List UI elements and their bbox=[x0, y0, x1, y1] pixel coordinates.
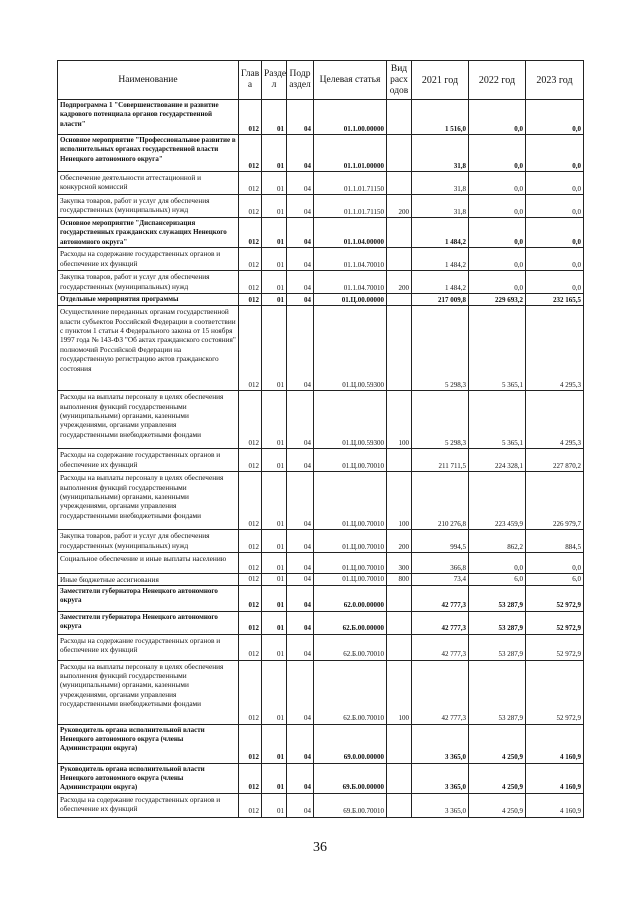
row-value-2021: 3 365,0 bbox=[412, 763, 469, 793]
row-name: Расходы на содержание государственных органов и обеспечение их функций bbox=[58, 248, 239, 271]
row-expense-type bbox=[387, 449, 412, 472]
header-name: Наименование bbox=[58, 61, 239, 100]
row-target-article: 01.Ц.00.70010 bbox=[314, 530, 387, 553]
row-glava: 012 bbox=[239, 294, 262, 306]
row-target-article: 62.0.00.00000 bbox=[314, 585, 387, 611]
row-podrazdel: 04 bbox=[287, 100, 314, 135]
row-glava: 012 bbox=[239, 271, 262, 294]
row-name: Подпрограмма 1 "Совершенствование и развитие кадрового потенциала органов государственной власти" bbox=[58, 100, 239, 135]
row-podrazdel: 04 bbox=[287, 530, 314, 553]
row-value-2023: 0,0 bbox=[526, 135, 584, 172]
row-name: Обеспечение деятельности аттестационной и конкурсной комиссий bbox=[58, 172, 239, 195]
row-value-2021: 217 009,8 bbox=[412, 294, 469, 306]
row-value-2023: 0,0 bbox=[526, 271, 584, 294]
row-podrazdel: 04 bbox=[287, 218, 314, 248]
row-podrazdel: 04 bbox=[287, 634, 314, 660]
row-value-2021: 3 365,0 bbox=[412, 724, 469, 763]
row-glava: 012 bbox=[239, 611, 262, 634]
row-target-article: 62.Б.00.70010 bbox=[314, 634, 387, 660]
row-expense-type: 200 bbox=[387, 271, 412, 294]
row-value-2021: 42 777,3 bbox=[412, 634, 469, 660]
table-row bbox=[58, 793, 584, 817]
row-podrazdel: 04 bbox=[287, 449, 314, 472]
row-podrazdel: 04 bbox=[287, 391, 314, 449]
row-target-article: 69.0.00.00000 bbox=[314, 724, 387, 763]
row-razdel: 01 bbox=[262, 763, 287, 793]
row-name: Социальное обеспечение и иные выплаты населению bbox=[58, 553, 239, 574]
row-name: Закупка товаров, работ и услуг для обеспечения государственных (муниципальных) нужд bbox=[58, 195, 239, 218]
row-target-article: 01.1.01.71150 bbox=[314, 172, 387, 195]
row-target-article: 01.1.01.71150 bbox=[314, 195, 387, 218]
table-row bbox=[58, 306, 584, 391]
table-row bbox=[58, 195, 584, 218]
page-number: 36 bbox=[313, 840, 327, 855]
row-podrazdel: 04 bbox=[287, 793, 314, 817]
row-razdel: 01 bbox=[262, 172, 287, 195]
row-name: Расходы на содержание государственных органов и обеспечение их функций bbox=[58, 793, 239, 817]
row-name: Руководитель органа исполнительной власти Ненецкого автономного округа (члены Администрации округа) bbox=[58, 763, 239, 793]
header-year-2023: 2023 год bbox=[526, 61, 584, 100]
row-expense-type: 100 bbox=[387, 660, 412, 724]
row-razdel: 01 bbox=[262, 306, 287, 391]
row-value-2023: 884,5 bbox=[526, 530, 584, 553]
row-expense-type bbox=[387, 763, 412, 793]
row-value-2022: 53 287,9 bbox=[469, 585, 526, 611]
row-razdel: 01 bbox=[262, 793, 287, 817]
row-glava: 012 bbox=[239, 218, 262, 248]
row-name: Расходы на содержание государственных органов и обеспечение их функций bbox=[58, 634, 239, 660]
row-podrazdel: 04 bbox=[287, 472, 314, 530]
row-value-2021: 3 365,0 bbox=[412, 793, 469, 817]
row-expense-type bbox=[387, 248, 412, 271]
row-value-2022: 53 287,9 bbox=[469, 634, 526, 660]
row-name: Расходы на содержание государственных органов и обеспечение их функций bbox=[58, 449, 239, 472]
row-razdel: 01 bbox=[262, 634, 287, 660]
table-row bbox=[58, 724, 584, 763]
row-glava: 012 bbox=[239, 135, 262, 172]
row-value-2021: 5 298,3 bbox=[412, 306, 469, 391]
row-target-article: 01.Ц.00.70010 bbox=[314, 449, 387, 472]
row-name: Закупка товаров, работ и услуг для обеспечения государственных (муниципальных) нужд bbox=[58, 530, 239, 553]
row-razdel: 01 bbox=[262, 660, 287, 724]
row-value-2021: 1 516,0 bbox=[412, 100, 469, 135]
row-podrazdel: 04 bbox=[287, 611, 314, 634]
row-podrazdel: 04 bbox=[287, 271, 314, 294]
row-target-article: 01.1.00.00000 bbox=[314, 100, 387, 135]
header-target-article: Целевая статья bbox=[314, 61, 387, 100]
row-value-2023: 6,0 bbox=[526, 574, 584, 585]
row-glava: 012 bbox=[239, 530, 262, 553]
row-expense-type bbox=[387, 634, 412, 660]
row-podrazdel: 04 bbox=[287, 553, 314, 574]
row-razdel: 01 bbox=[262, 553, 287, 574]
row-target-article: 01.1.04.00000 bbox=[314, 218, 387, 248]
row-value-2021: 1 484,2 bbox=[412, 271, 469, 294]
row-glava: 012 bbox=[239, 724, 262, 763]
row-razdel: 01 bbox=[262, 271, 287, 294]
table-row bbox=[58, 248, 584, 271]
row-podrazdel: 04 bbox=[287, 294, 314, 306]
row-razdel: 01 bbox=[262, 294, 287, 306]
table-row bbox=[58, 611, 584, 634]
row-value-2023: 4 295,3 bbox=[526, 391, 584, 449]
row-value-2022: 0,0 bbox=[469, 195, 526, 218]
row-value-2021: 5 298,3 bbox=[412, 391, 469, 449]
row-name: Осуществление переданных органам государственной власти субъектов Российской Федерации в соответствии с пунктом 1 статьи 4 Федерального закона от 15 ноября 1997 года № 143-ФЗ "Об актах гражданского состояния" полномочий Российской Федерации на государственную регистрацию актов гражданского состояния bbox=[58, 306, 239, 391]
table-row bbox=[58, 391, 584, 449]
row-value-2023: 52 972,9 bbox=[526, 634, 584, 660]
row-value-2022: 224 328,1 bbox=[469, 449, 526, 472]
row-value-2022: 0,0 bbox=[469, 172, 526, 195]
row-value-2023: 4 160,9 bbox=[526, 763, 584, 793]
row-razdel: 01 bbox=[262, 585, 287, 611]
row-razdel: 01 bbox=[262, 530, 287, 553]
row-target-article: 01.Ц.00.00000 bbox=[314, 294, 387, 306]
row-value-2021: 1 484,2 bbox=[412, 218, 469, 248]
row-glava: 012 bbox=[239, 634, 262, 660]
row-expense-type bbox=[387, 172, 412, 195]
row-razdel: 01 bbox=[262, 195, 287, 218]
row-value-2021: 210 276,8 bbox=[412, 472, 469, 530]
row-value-2023: 232 165,5 bbox=[526, 294, 584, 306]
header-expense-type: Вид расх одов bbox=[387, 61, 412, 100]
row-name: Отдельные мероприятия программы bbox=[58, 294, 239, 306]
row-podrazdel: 04 bbox=[287, 306, 314, 391]
row-value-2022: 53 287,9 bbox=[469, 660, 526, 724]
row-razdel: 01 bbox=[262, 472, 287, 530]
row-expense-type bbox=[387, 306, 412, 391]
table-row bbox=[58, 100, 584, 135]
row-glava: 012 bbox=[239, 553, 262, 574]
row-value-2022: 229 693,2 bbox=[469, 294, 526, 306]
row-name: Расходы на выплаты персоналу в целях обеспечения выполнения функций государственными (муниципальными) органами, казенными учреждениями, органами управления государственными внебюджетными фондами bbox=[58, 472, 239, 530]
row-value-2021: 31,8 bbox=[412, 195, 469, 218]
row-razdel: 01 bbox=[262, 218, 287, 248]
row-razdel: 01 bbox=[262, 449, 287, 472]
row-expense-type: 200 bbox=[387, 195, 412, 218]
row-value-2023: 227 870,2 bbox=[526, 449, 584, 472]
row-value-2021: 211 711,5 bbox=[412, 449, 469, 472]
row-value-2022: 862,2 bbox=[469, 530, 526, 553]
row-value-2023: 0,0 bbox=[526, 100, 584, 135]
row-expense-type bbox=[387, 793, 412, 817]
row-target-article: 01.Ц.00.59300 bbox=[314, 391, 387, 449]
table-row bbox=[58, 472, 584, 530]
row-value-2023: 52 972,9 bbox=[526, 585, 584, 611]
row-value-2023: 0,0 bbox=[526, 218, 584, 248]
row-expense-type bbox=[387, 724, 412, 763]
row-value-2023: 4 160,9 bbox=[526, 724, 584, 763]
budget-table bbox=[57, 60, 584, 818]
row-value-2022: 0,0 bbox=[469, 135, 526, 172]
row-razdel: 01 bbox=[262, 724, 287, 763]
row-glava: 012 bbox=[239, 574, 262, 585]
row-name: Основное мероприятие "Диспансеризация государственных гражданских служащих Ненецкого автономного округа" bbox=[58, 218, 239, 248]
row-value-2023: 0,0 bbox=[526, 195, 584, 218]
header-glava: Глав а bbox=[239, 61, 262, 100]
header-year-2021: 2021 год bbox=[412, 61, 469, 100]
row-name: Иные бюджетные ассигнования bbox=[58, 574, 239, 585]
table-row bbox=[58, 271, 584, 294]
row-razdel: 01 bbox=[262, 248, 287, 271]
row-value-2021: 1 484,2 bbox=[412, 248, 469, 271]
row-podrazdel: 04 bbox=[287, 574, 314, 585]
row-value-2022: 4 250,9 bbox=[469, 763, 526, 793]
row-value-2023: 52 972,9 bbox=[526, 611, 584, 634]
row-value-2023: 0,0 bbox=[526, 172, 584, 195]
row-target-article: 69.Б.00.00000 bbox=[314, 763, 387, 793]
table-row bbox=[58, 172, 584, 195]
row-name: Закупка товаров, работ и услуг для обеспечения государственных (муниципальных) нужд bbox=[58, 271, 239, 294]
row-target-article: 01.1.01.00000 bbox=[314, 135, 387, 172]
row-name: Расходы на выплаты персоналу в целях обеспечения выполнения функций государственными (муниципальными) органами, казенными учреждениями, органами управления государственными внебюджетными фондами bbox=[58, 660, 239, 724]
row-target-article: 69.Б.00.70010 bbox=[314, 793, 387, 817]
row-target-article: 01.Ц.00.70010 bbox=[314, 472, 387, 530]
row-glava: 012 bbox=[239, 472, 262, 530]
row-podrazdel: 04 bbox=[287, 135, 314, 172]
row-podrazdel: 04 bbox=[287, 585, 314, 611]
row-podrazdel: 04 bbox=[287, 660, 314, 724]
table-row bbox=[58, 530, 584, 553]
row-podrazdel: 04 bbox=[287, 195, 314, 218]
row-value-2021: 31,8 bbox=[412, 135, 469, 172]
row-target-article: 62.Б.00.70010 bbox=[314, 660, 387, 724]
row-expense-type: 300 bbox=[387, 553, 412, 574]
row-glava: 012 bbox=[239, 248, 262, 271]
row-expense-type bbox=[387, 135, 412, 172]
row-podrazdel: 04 bbox=[287, 724, 314, 763]
row-glava: 012 bbox=[239, 306, 262, 391]
row-name: Расходы на выплаты персоналу в целях обеспечения выполнения функций государственными (муниципальными) органами, казенными учреждениями, органами управления государственными внебюджетными фондами bbox=[58, 391, 239, 449]
row-value-2021: 42 777,3 bbox=[412, 611, 469, 634]
row-value-2022: 223 459,9 bbox=[469, 472, 526, 530]
table-row bbox=[58, 135, 584, 172]
row-razdel: 01 bbox=[262, 135, 287, 172]
row-name: Заместители губернатора Ненецкого автономного округа bbox=[58, 585, 239, 611]
row-razdel: 01 bbox=[262, 391, 287, 449]
row-value-2022: 4 250,9 bbox=[469, 793, 526, 817]
row-razdel: 01 bbox=[262, 100, 287, 135]
row-target-article: 01.1.04.70010 bbox=[314, 271, 387, 294]
row-value-2022: 0,0 bbox=[469, 271, 526, 294]
table-row bbox=[58, 660, 584, 724]
row-expense-type: 800 bbox=[387, 574, 412, 585]
row-target-article: 01.Ц.00.70010 bbox=[314, 574, 387, 585]
table-row bbox=[58, 449, 584, 472]
row-value-2023: 52 972,9 bbox=[526, 660, 584, 724]
row-expense-type bbox=[387, 100, 412, 135]
row-name: Основное мероприятие "Профессиональное развитие в исполнительных органах государственной власти Ненецкого автономного округа" bbox=[58, 135, 239, 172]
row-value-2021: 42 777,3 bbox=[412, 585, 469, 611]
row-name: Заместители губернатора Ненецкого автономного округа bbox=[58, 611, 239, 634]
row-value-2023: 4 160,9 bbox=[526, 793, 584, 817]
row-expense-type bbox=[387, 218, 412, 248]
row-podrazdel: 04 bbox=[287, 172, 314, 195]
row-value-2021: 42 777,3 bbox=[412, 660, 469, 724]
row-value-2022: 0,0 bbox=[469, 553, 526, 574]
row-expense-type: 100 bbox=[387, 472, 412, 530]
table-row bbox=[58, 585, 584, 611]
row-value-2022: 0,0 bbox=[469, 100, 526, 135]
row-glava: 012 bbox=[239, 172, 262, 195]
table-row bbox=[58, 553, 584, 574]
row-podrazdel: 04 bbox=[287, 248, 314, 271]
row-glava: 012 bbox=[239, 100, 262, 135]
row-glava: 012 bbox=[239, 391, 262, 449]
row-value-2022: 5 365,1 bbox=[469, 391, 526, 449]
header-row bbox=[58, 61, 584, 100]
row-glava: 012 bbox=[239, 660, 262, 724]
row-target-article: 01.Ц.00.59300 bbox=[314, 306, 387, 391]
row-target-article: 62.Б.00.00000 bbox=[314, 611, 387, 634]
row-razdel: 01 bbox=[262, 574, 287, 585]
table-row bbox=[58, 218, 584, 248]
row-value-2022: 0,0 bbox=[469, 248, 526, 271]
row-value-2022: 0,0 bbox=[469, 218, 526, 248]
row-value-2023: 226 979,7 bbox=[526, 472, 584, 530]
row-value-2023: 0,0 bbox=[526, 248, 584, 271]
row-value-2021: 73,4 bbox=[412, 574, 469, 585]
row-podrazdel: 04 bbox=[287, 763, 314, 793]
header-razdel: Разде л bbox=[262, 61, 287, 100]
row-value-2022: 4 250,9 bbox=[469, 724, 526, 763]
row-expense-type bbox=[387, 294, 412, 306]
row-target-article: 01.Ц.00.70010 bbox=[314, 553, 387, 574]
row-razdel: 01 bbox=[262, 611, 287, 634]
row-glava: 012 bbox=[239, 449, 262, 472]
row-value-2023: 0,0 bbox=[526, 553, 584, 574]
row-name: Руководитель органа исполнительной власти Ненецкого автономного округа (члены Администрации округа) bbox=[58, 724, 239, 763]
row-value-2022: 5 365,1 bbox=[469, 306, 526, 391]
table-row bbox=[58, 574, 584, 585]
header-year-2022: 2022 год bbox=[469, 61, 526, 100]
table-row bbox=[58, 634, 584, 660]
row-expense-type: 100 bbox=[387, 391, 412, 449]
row-expense-type bbox=[387, 585, 412, 611]
row-value-2021: 366,8 bbox=[412, 553, 469, 574]
table-row bbox=[58, 763, 584, 793]
row-target-article: 01.1.04.70010 bbox=[314, 248, 387, 271]
row-value-2022: 6,0 bbox=[469, 574, 526, 585]
row-value-2021: 31,8 bbox=[412, 172, 469, 195]
row-glava: 012 bbox=[239, 793, 262, 817]
header-podrazdel: Подр аздел bbox=[287, 61, 314, 100]
row-value-2023: 4 295,3 bbox=[526, 306, 584, 391]
row-glava: 012 bbox=[239, 585, 262, 611]
row-expense-type bbox=[387, 611, 412, 634]
row-glava: 012 bbox=[239, 763, 262, 793]
row-expense-type: 200 bbox=[387, 530, 412, 553]
row-value-2022: 53 287,9 bbox=[469, 611, 526, 634]
row-glava: 012 bbox=[239, 195, 262, 218]
row-value-2021: 994,5 bbox=[412, 530, 469, 553]
table-row bbox=[58, 294, 584, 306]
